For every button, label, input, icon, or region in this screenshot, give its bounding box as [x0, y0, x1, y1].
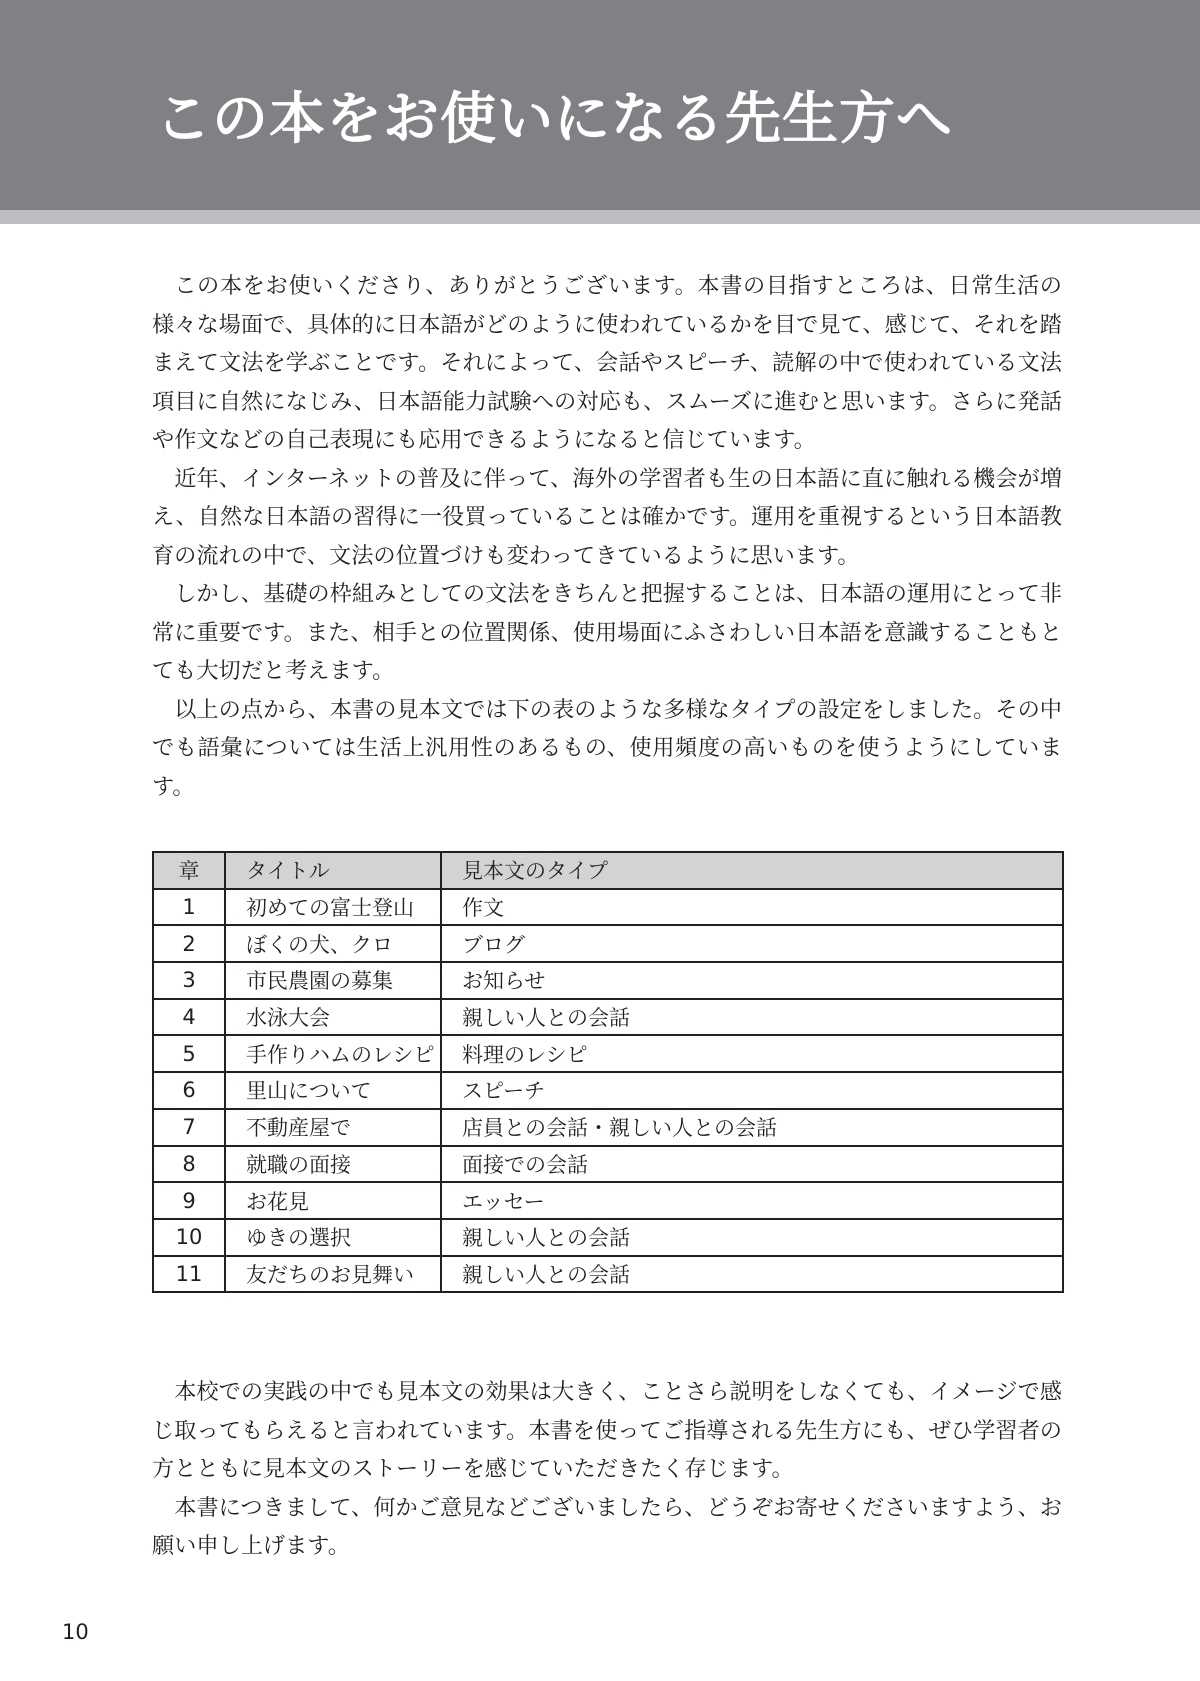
- closing-paragraph-1: 本校での実践の中でも見本文の効果は大きく、ことさら説明をしなくても、イメージで感じ取ってもらえると言われています。本書を使ってご指導される先生方にも、ぜひ学習者の方とともに見本文のストーリーを感じていただきたく存じます。: [152, 1379, 1062, 1482]
- page-number: 10: [62, 1620, 89, 1644]
- sample-type: 親しい人との会話: [441, 1219, 1063, 1256]
- chapter-number: 7: [153, 1109, 225, 1146]
- table-row: [153, 1146, 1063, 1183]
- chapter-number: 6: [153, 1072, 225, 1109]
- table-row: [153, 962, 1063, 999]
- sample-type: 親しい人との会話: [441, 1256, 1063, 1293]
- chapter-table: [152, 851, 1064, 1293]
- chapter-number: 2: [153, 925, 225, 962]
- intro-paragraph-1: この本をお使いくださり、ありがとうございます。本書の目指すところは、日常生活の様々な場面で、具体的に日本語がどのように使われているかを目で見て、感じて、それを踏まえて文法を学ぶことです。それによって、会話やスピーチ、読解の中で使われている文法項目に自然になじみ、日本語能力試験への対応も、スムーズに進むと思います。さらに発話や作文などの自己表現にも応用できるようになると信じています。: [152, 273, 1062, 453]
- table-row: [153, 1256, 1063, 1293]
- header-title: タイトル: [225, 852, 441, 889]
- chapter-title: 市民農園の募集: [225, 962, 441, 999]
- table-row: [153, 1035, 1063, 1072]
- chapter-title: ぼくの犬、クロ: [225, 925, 441, 962]
- table-row: [153, 889, 1063, 926]
- closing-section: [152, 1373, 1062, 1566]
- table-row: [153, 925, 1063, 962]
- sample-type: 作文: [441, 889, 1063, 926]
- intro-section: [152, 267, 1062, 806]
- intro-paragraph-3: しかし、基礎の枠組みとしての文法をきちんと把握することは、日本語の運用にとって非常に重要です。また、相手との位置関係、使用場面にふさわしい日本語を意識することもとても大切だと考えます。: [152, 581, 1062, 684]
- chapter-title: 水泳大会: [225, 999, 441, 1036]
- chapter-number: 1: [153, 889, 225, 926]
- sample-type: お知らせ: [441, 962, 1063, 999]
- sample-type: ブログ: [441, 925, 1063, 962]
- chapter-title: 友だちのお見舞い: [225, 1256, 441, 1293]
- sample-type: 店員との会話・親しい人との会話: [441, 1109, 1063, 1146]
- chapter-title: お花見: [225, 1182, 441, 1219]
- chapter-title: 手作りハムのレシピ: [225, 1035, 441, 1072]
- closing-paragraph-2: 本書につきまして、何かご意見などございましたら、どうぞお寄せくださいますよう、お願い申し上げます。: [152, 1494, 1062, 1559]
- chapter-title: 就職の面接: [225, 1146, 441, 1183]
- chapter-number: 8: [153, 1146, 225, 1183]
- header-rule: [0, 210, 1200, 224]
- page-title: この本をお使いになる先生方へ: [155, 87, 953, 152]
- intro-paragraph-2: 近年、インターネットの普及に伴って、海外の学習者も生の日本語に直に触れる機会が増え、自然な日本語の習得に一役買っていることは確かです。運用を重視するという日本語教育の流れの中で、文法の位置づけも変わってきているように思います。: [152, 465, 1062, 569]
- chapter-title: ゆきの選択: [225, 1219, 441, 1256]
- intro-paragraph-4: 以上の点から、本書の見本文では下の表のような多様なタイプの設定をしました。その中でも語彙については生活上汎用性のあるもの、使用頻度の高いものを使うようにしています。: [152, 696, 1062, 800]
- table-row: [153, 1182, 1063, 1219]
- header-chapter: 章: [153, 852, 225, 889]
- sample-type: スピーチ: [441, 1072, 1063, 1109]
- sample-type: 親しい人との会話: [441, 999, 1063, 1036]
- sample-type: 料理のレシピ: [441, 1035, 1063, 1072]
- table-row: [153, 1109, 1063, 1146]
- header-band: [0, 0, 1200, 210]
- sample-type: 面接での会話: [441, 1146, 1063, 1183]
- table-row: [153, 1219, 1063, 1256]
- table-header-row: [153, 852, 1063, 889]
- header-type: 見本文のタイプ: [441, 852, 1063, 889]
- chapter-title: 里山について: [225, 1072, 441, 1109]
- chapter-number: 9: [153, 1182, 225, 1219]
- chapter-number: 10: [153, 1219, 225, 1256]
- chapter-title: 初めての富士登山: [225, 889, 441, 926]
- sample-type: エッセー: [441, 1182, 1063, 1219]
- chapter-number: 4: [153, 999, 225, 1036]
- chapter-title: 不動産屋で: [225, 1109, 441, 1146]
- chapter-number: 5: [153, 1035, 225, 1072]
- chapter-number: 3: [153, 962, 225, 999]
- table-row: [153, 999, 1063, 1036]
- table-row: [153, 1072, 1063, 1109]
- chapter-number: 11: [153, 1256, 225, 1293]
